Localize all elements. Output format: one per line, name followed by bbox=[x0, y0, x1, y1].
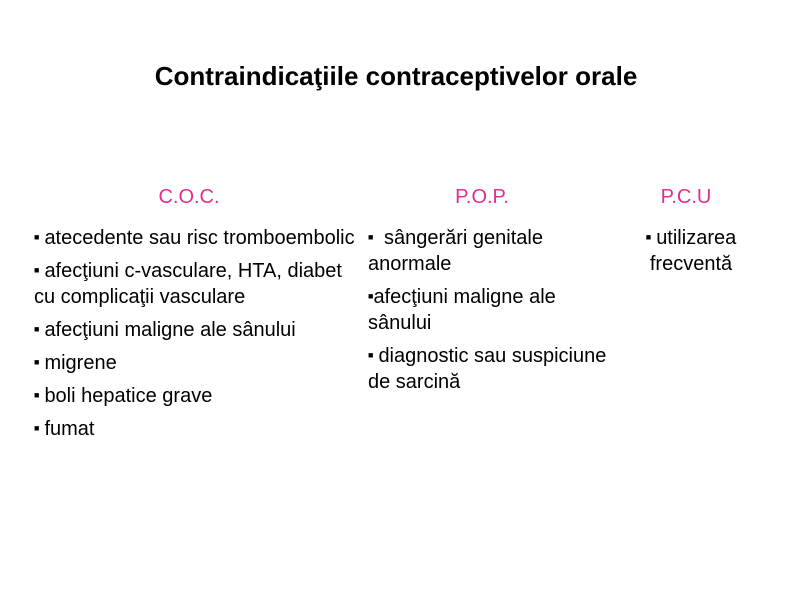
list-item: ■afecţiuni maligne ale sânului bbox=[368, 286, 556, 334]
square-bullet-icon: ■ bbox=[34, 265, 40, 275]
square-bullet-icon: ■ bbox=[368, 350, 374, 360]
column-heading-coc: C.O.C. bbox=[158, 186, 220, 208]
slide-title: Contraindicaţiile contraceptivelor orale bbox=[154, 61, 638, 91]
square-bullet-icon: ■ bbox=[368, 291, 374, 301]
contraindication-list-pop bbox=[368, 224, 608, 395]
list-item: ■ atecedente sau risc tromboembolic bbox=[34, 227, 355, 249]
list-item: ■ utilizarea frecventă bbox=[645, 227, 737, 275]
contraindication-list-coc bbox=[34, 224, 364, 442]
list-item: ■ boli hepatice grave bbox=[34, 385, 213, 407]
list-item: ■ migrene bbox=[34, 352, 117, 374]
list-item: ■ fumat bbox=[34, 418, 95, 440]
square-bullet-icon: ■ bbox=[34, 423, 40, 433]
column-heading-pcu: P.C.U bbox=[660, 186, 712, 208]
list-item: ■ diagnostic sau suspiciune de sarcină bbox=[368, 345, 607, 393]
square-bullet-icon: ■ bbox=[34, 390, 40, 400]
square-bullet-icon: ■ bbox=[34, 357, 40, 367]
column-pcu bbox=[626, 184, 756, 283]
square-bullet-icon: ■ bbox=[34, 324, 40, 334]
square-bullet-icon: ■ bbox=[34, 232, 40, 242]
square-bullet-icon: ■ bbox=[368, 232, 374, 242]
column-coc bbox=[34, 184, 364, 448]
column-pop bbox=[368, 184, 608, 401]
column-heading-pop: P.O.P. bbox=[455, 186, 509, 208]
list-item: ■ afecţiuni c-vasculare, HTA, diabet cu complicaţii vasculare bbox=[34, 260, 342, 308]
list-item: ■ afecţiuni maligne ale sânului bbox=[34, 319, 296, 341]
square-bullet-icon: ■ bbox=[645, 232, 652, 242]
contraindication-list-pcu bbox=[626, 224, 756, 277]
list-item: ■ sângerări genitale anormale bbox=[368, 227, 549, 275]
